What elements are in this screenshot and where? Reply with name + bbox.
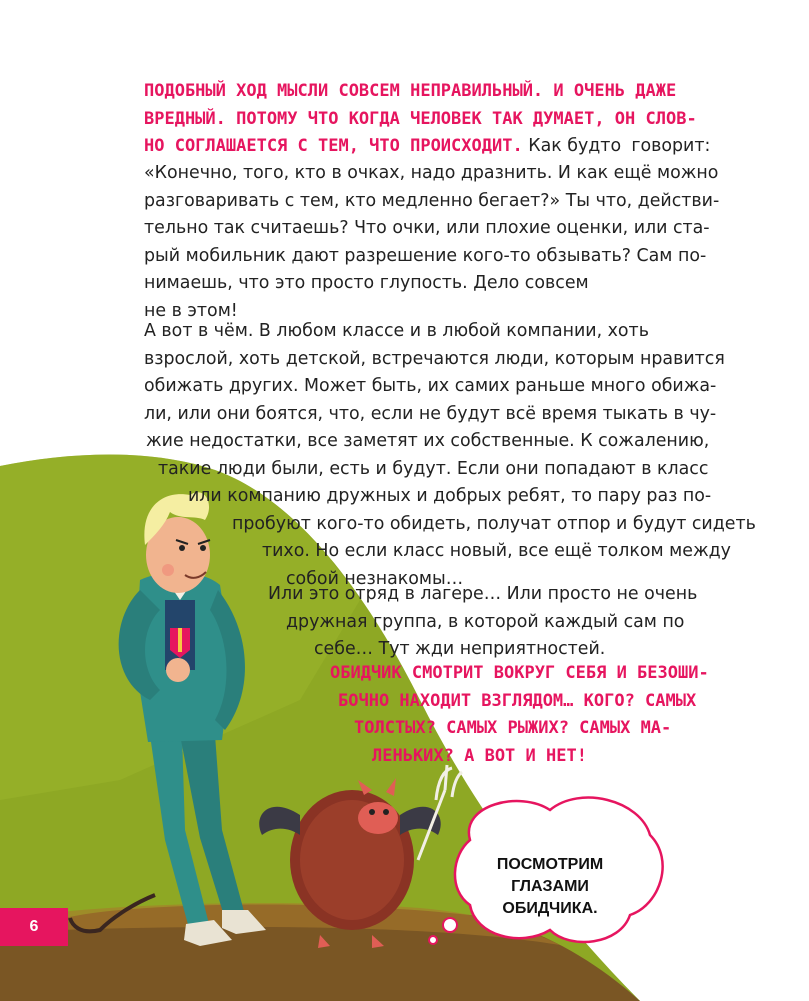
text-line: такие люди были, есть и будут. Если они попадают в класс: [158, 458, 709, 479]
page-number: 6: [0, 908, 68, 946]
text-line: не в этом!: [144, 300, 238, 321]
text-line: себе… Тут жди неприятностей.: [314, 639, 606, 659]
bubble-line: ПОСМОТРИМ: [496, 856, 604, 873]
text-line: тихо. Но если класс новый, все ещё толком между: [262, 541, 731, 561]
text-line: тельно так считаешь? Что очки, или плохие оценки, или ста-: [144, 218, 710, 238]
text-line: ВРЕДНЫЙ. ПОТОМУ ЧТО КОГДА ЧЕЛОВЕК ТАК ДУМАЕТ, ОН СЛОВ-: [144, 108, 697, 129]
speech-bubble-text: [475, 854, 625, 920]
paragraph-1: [144, 160, 719, 325]
text-line: собой незнакомы…: [286, 568, 464, 589]
bubble-line: ОБИДЧИКА.: [502, 900, 598, 917]
text-line: разговаривать с тем, кто медленно бегает?» Ты что, действи-: [144, 190, 720, 211]
text-line: жие недостатки, все заметят их собственные. К сожалению,: [146, 431, 710, 451]
text-line: ли, или они боятся, что, если не будут всё время тыкать в чу-: [144, 403, 717, 424]
text-line: взрослой, хоть детской, встречаются люди, которым нравится: [144, 348, 725, 369]
text-line: нимаешь, что это просто глупость. Дело совсем: [144, 273, 589, 293]
bubble-line: ГЛАЗАМИ: [511, 878, 589, 895]
text-line: ЛЕНЬКИХ? А ВОТ И НЕТ!: [372, 745, 587, 766]
text-line-tail: говорит:: [631, 136, 711, 156]
text-line: «Конечно, того, кто в очках, надо дразнить. И как ещё можно: [144, 163, 719, 183]
text-line: БОЧНО НАХОДИТ ВЗГЛЯДОМ… КОГО? САМЫХ: [338, 690, 697, 711]
paragraph-2: [144, 318, 756, 593]
text-line: рый мобильник дают разрешение кого-то обзывать? Сам по-: [144, 245, 707, 266]
text-line: или компанию дружных и добрых ребят, то пару раз по-: [188, 486, 712, 506]
text-line-tail: Как будто: [522, 136, 622, 156]
text-line: ТОЛСТЫХ? САМЫХ РЫЖИХ? САМЫХ МА-: [354, 718, 672, 738]
text-line: обижать других. Может быть, их самих раньше много обижа-: [144, 376, 717, 396]
text-line: дружная группа, в которой каждый сам по: [286, 611, 685, 632]
text-line: А вот в чём. В любом классе и в любой компании, хоть: [144, 321, 649, 341]
text-line: ПОДОБНЫЙ ХОД МЫСЛИ СОВСЕМ НЕПРАВИЛЬНЫЙ. И ОЧЕНЬ ДАЖЕ: [144, 81, 677, 101]
paragraph-4-accent: [330, 660, 709, 770]
paragraph-3: [268, 581, 697, 664]
text-line: ОБИДЧИК СМОТРИТ ВОКРУГ СЕБЯ И БЕЗОШИ-: [330, 663, 709, 683]
paragraph-1-accent: [144, 78, 710, 161]
text-line: пробуют кого-то обидеть, получат отпор и будут сидеть: [232, 513, 756, 534]
text-line: Или это отряд в лагере… Или просто не очень: [268, 584, 698, 604]
text-line: НО СОГЛАШАЕТСЯ С ТЕМ, ЧТО ПРОИСХОДИТ.: [144, 136, 523, 156]
text-line-with-tail: [144, 133, 710, 161]
